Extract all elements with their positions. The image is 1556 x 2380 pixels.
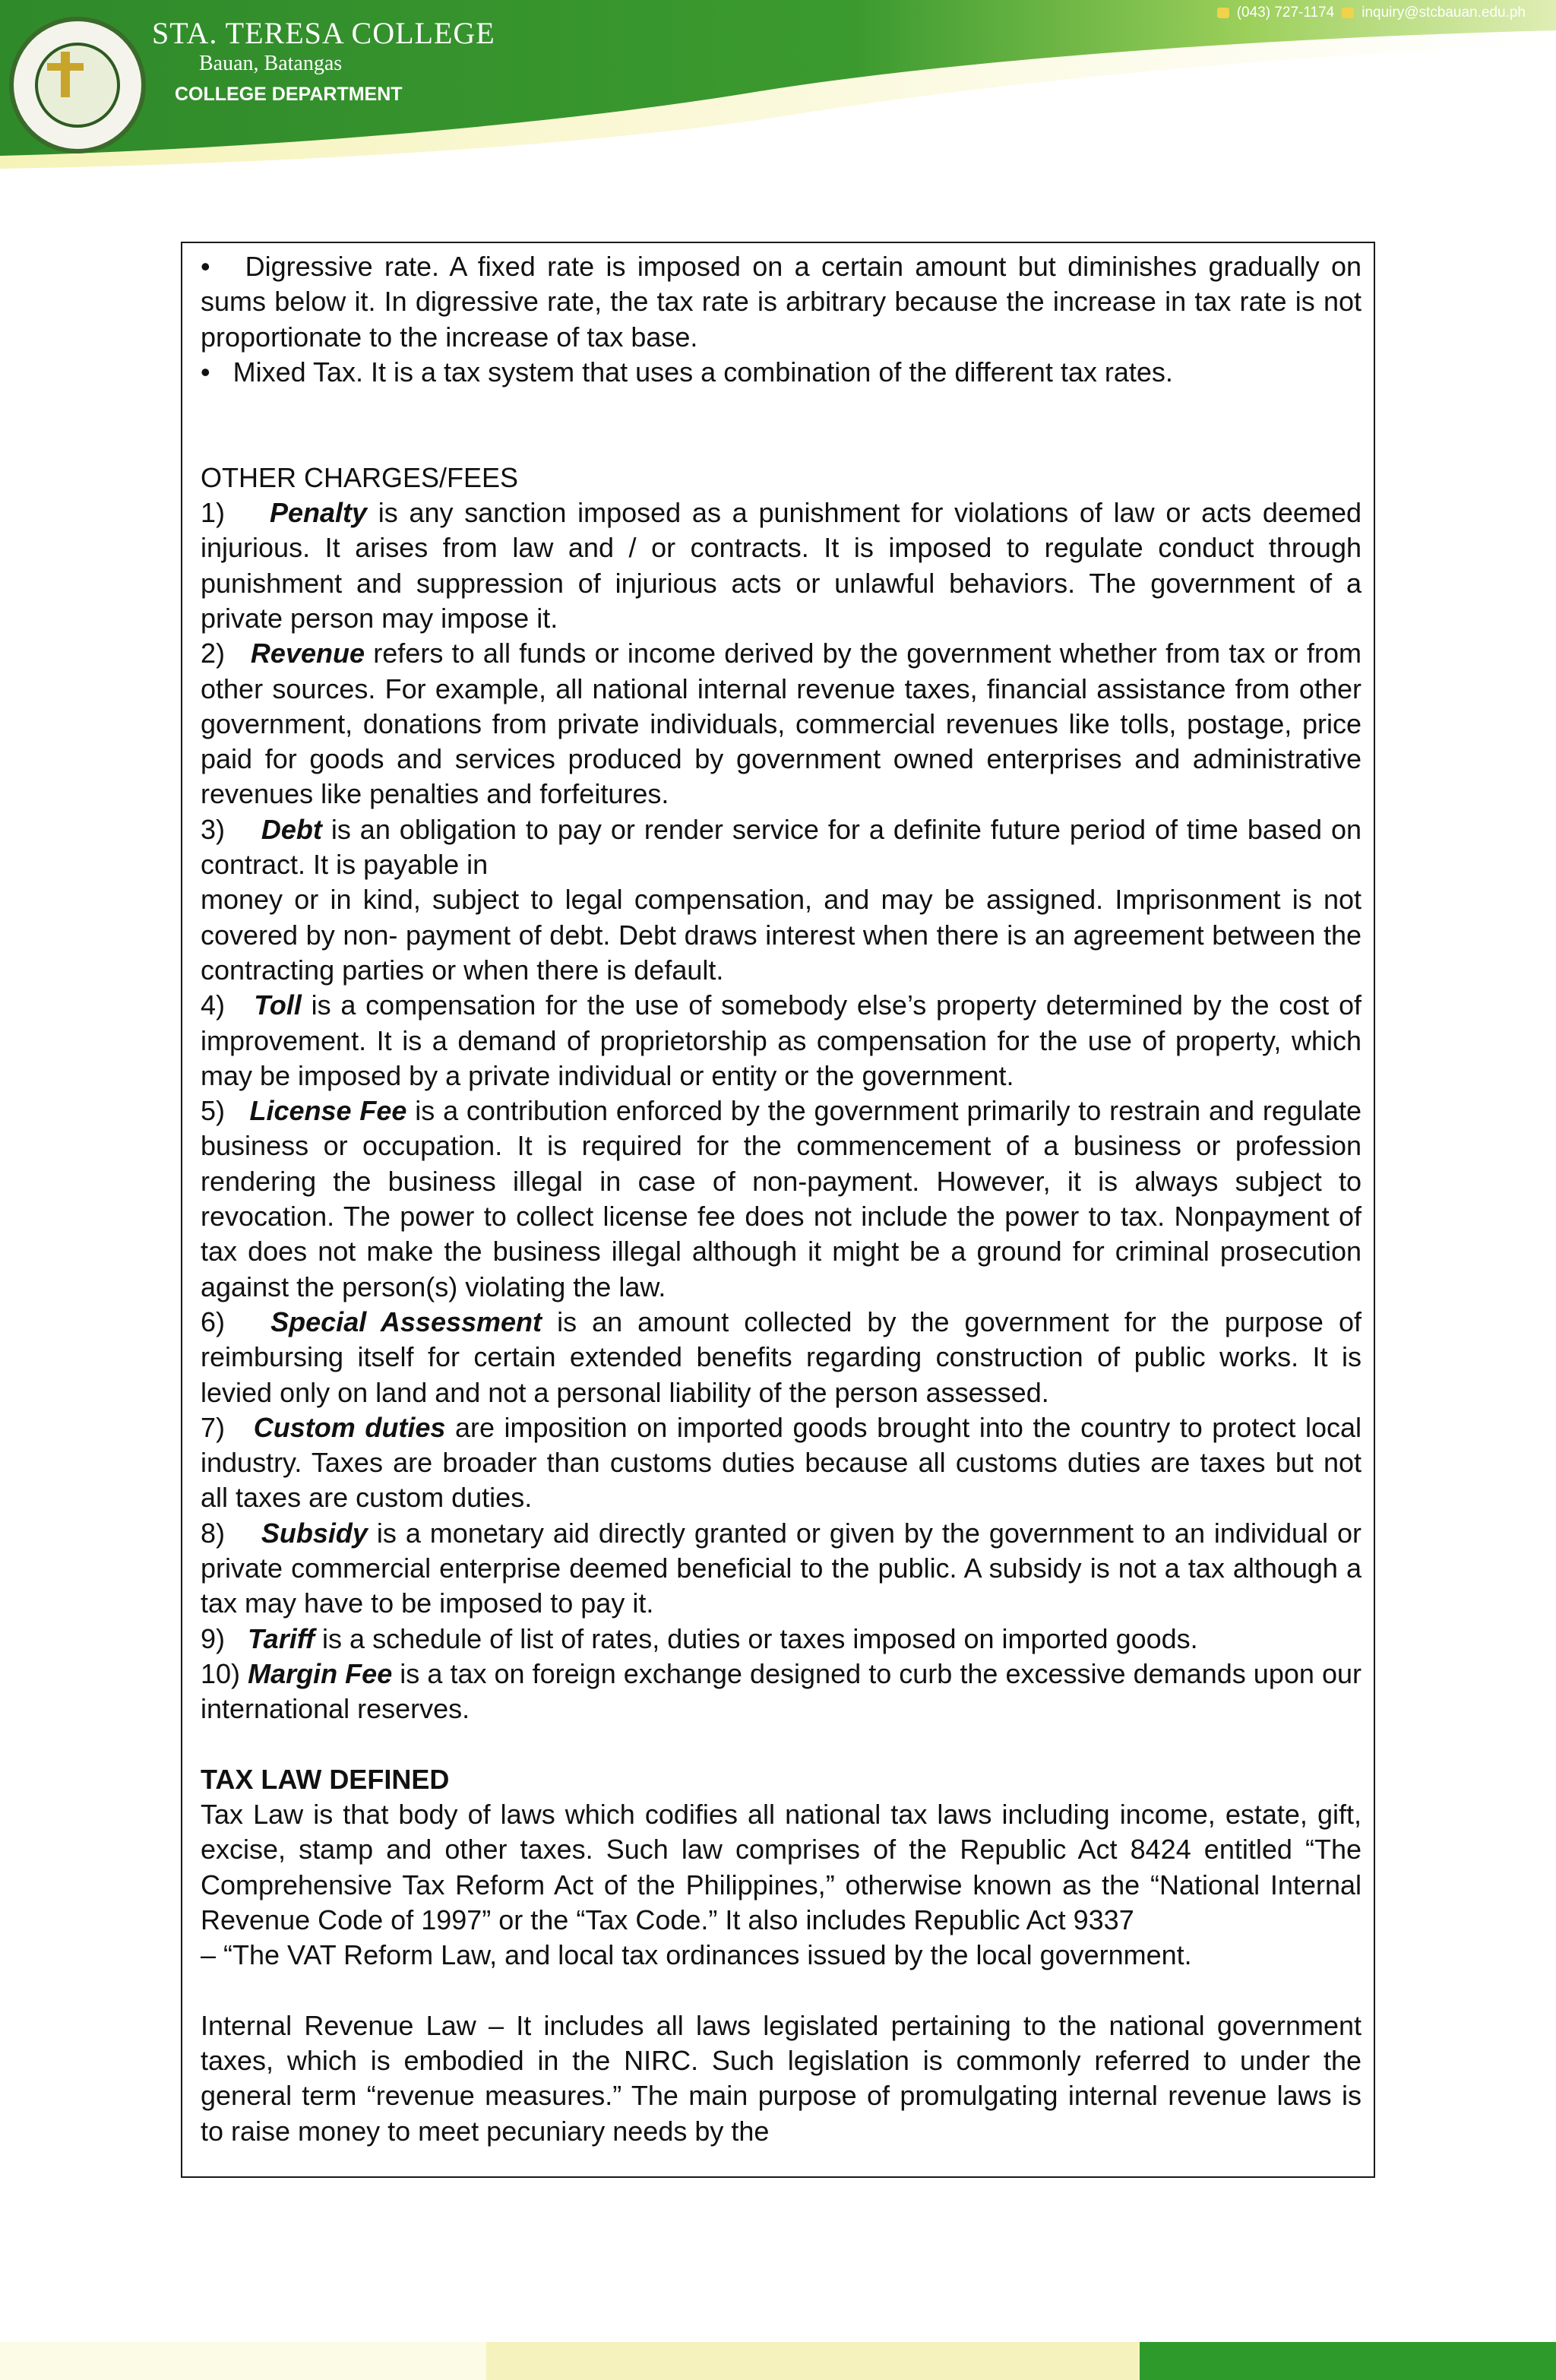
contact-info [1217,5,1526,21]
digressive-text: A fixed rate is imposed on a certain amount but diminishes gradually on sums below it. In digressive rate, the tax rate is arbitrary because the increase in tax rate is not proportionate to the increase of tax base. [201,251,1362,353]
seal-inner [35,43,120,128]
list-item: 4) Toll is a compensation for the use of somebody else’s property determined by the cost of improvement. It is a demand of proprietorship as compensation for the use of property, which may be imposed by a private individual or entity or the government. [201,989,1362,1091]
term-margin-fee: Margin Fee [248,1657,393,1689]
term-subsidy: Subsidy [261,1517,368,1549]
document-body [201,249,1362,2149]
term-debt: Debt [261,813,322,845]
page-header [0,0,1556,175]
footer-band-yellow [486,2342,1140,2380]
list-item: 2) Revenue refers to all funds or income derived by the government whether from tax or from other sources. For example, all national internal revenue taxes, financial assistance from other government, donations from private individuals, commercial revenues like tolls, postage, price paid for goods and services produced by government owned enterprises and administrative revenues like penalties and forfeitures. [201,638,1362,810]
list-item: 8) Subsidy is a monetary aid directly granted or given by the government to an individual or private commercial enterprise deemed beneficial to the public. A subsidy is not a tax although a tax may have to be imposed to pay it. [201,1517,1362,1619]
page-footer [0,2342,1556,2380]
digressive-rate-item: • Digressive rate. A fixed rate is imposed on a certain amount but diminishes gradually on sums below it. In digressive rate, the tax rate is arbitrary because the increase in tax rate is not proportionate to the increase of tax base. [201,251,1362,353]
list-item-continuation: money or in kind, subject to legal compensation, and may be assigned. Imprisonment is not covered by non- payment of debt. Debt draws interest when there is an agreement between the contracting parties or when there is default. [201,884,1362,986]
term-revenue: Revenue [250,638,365,669]
term-license-fee: License Fee [249,1095,407,1127]
college-seal [9,17,146,153]
college-name: STA. TERESA COLLEGE [152,16,495,50]
tax-law-paragraph-continued: – “The VAT Reform Law, and local tax ordinances issued by the local government. [201,1939,1192,1971]
term-toll: Toll [254,989,302,1021]
other-charges-heading: OTHER CHARGES/FEES [201,461,519,493]
college-location: Bauan, Batangas [199,52,343,75]
digressive-label: Digressive rate. [245,251,440,282]
list-item: 10) Margin Fee is a tax on foreign exchange designed to curb the excessive demands upon our international reserves. [201,1657,1362,1725]
mixed-tax-item: • Mixed Tax. It is a tax system that uses a combination of the different tax rates. [201,356,1173,388]
content-frame [181,242,1375,2178]
list-item: 9) Tariff is a schedule of list of rates, duties or taxes imposed on imported goods. [201,1622,1198,1654]
footer-band-green [1140,2342,1556,2380]
email-address: inquiry@stcbauan.edu.ph [1362,5,1526,21]
term-penalty: Penalty [269,497,368,529]
tax-law-paragraph: Tax Law is that body of laws which codifies all national tax laws including income, estate, gift, excise, stamp and other taxes. Such law comprises of the Republic Act 8424 entitled “The Comprehensive Tax Reform Act of the Philippines,” otherwise known as the “National Internal Revenue Code of 1997” or the “Tax Code.” It also includes Republic Act 9337 [201,1799,1362,1935]
internal-revenue-paragraph: Internal Revenue Law – It includes all laws legislated pertaining to the national government taxes, which is embodied in the NIRC. Such legislation is commonly referred to under the general term “revenue measures.” The main purpose of promulgating internal revenue laws is to raise money to meet pecuniary needs by the [201,2009,1362,2147]
phone-icon [1217,8,1229,18]
list-item: 1) Penalty is any sanction imposed as a punishment for violations of law or acts deemed injurious. It arises from law and / or contracts. It is imposed to regulate conduct through punishment and suppression of injurious acts or unlawful behaviors. The government of a private person may impose it. [201,497,1362,634]
seal-cross [61,52,70,97]
term-custom-duties: Custom duties [253,1411,446,1443]
list-item: 3) Debt is an obligation to pay or render service for a definite future period of time based on contract. It is payable in [201,813,1362,881]
term-tariff: Tariff [248,1622,315,1654]
mail-icon [1342,8,1354,18]
list-item: 5) License Fee is a contribution enforced by the government primarily to restrain and regulate business or occupation. It is required for the commencement of a business or profession rendering the business illegal in case of non-payment. However, it is always subject to revocation. The power to collect license fee does not include the power to tax. Nonpayment of tax does not make the business illegal although it might be a ground for criminal prosecution against the person(s) violating the law. [201,1095,1362,1302]
phone-number: (043) 727-1174 [1236,5,1335,21]
mixed-tax-text: Mixed Tax. It is a tax system that uses a combination of the different tax rates. [232,356,1173,388]
list-item: 6) Special Assessment is an amount collected by the government for the purpose of reimbursing itself for certain extended benefits regarding construction of public works. It is levied only on land and not a personal liability of the person assessed. [201,1306,1362,1408]
seal-crossbar [47,63,84,71]
college-department: COLLEGE DEPARTMENT [175,84,403,105]
tax-law-heading: TAX LAW DEFINED [201,1763,450,1795]
list-item: 7) Custom duties are imposition on imported goods brought into the country to protect local industry. Taxes are broader than customs duties because all customs duties are taxes but not all taxes are custom duties. [201,1411,1362,1514]
footer-band-light [0,2342,486,2380]
term-special-assessment: Special Assessment [270,1306,542,1337]
